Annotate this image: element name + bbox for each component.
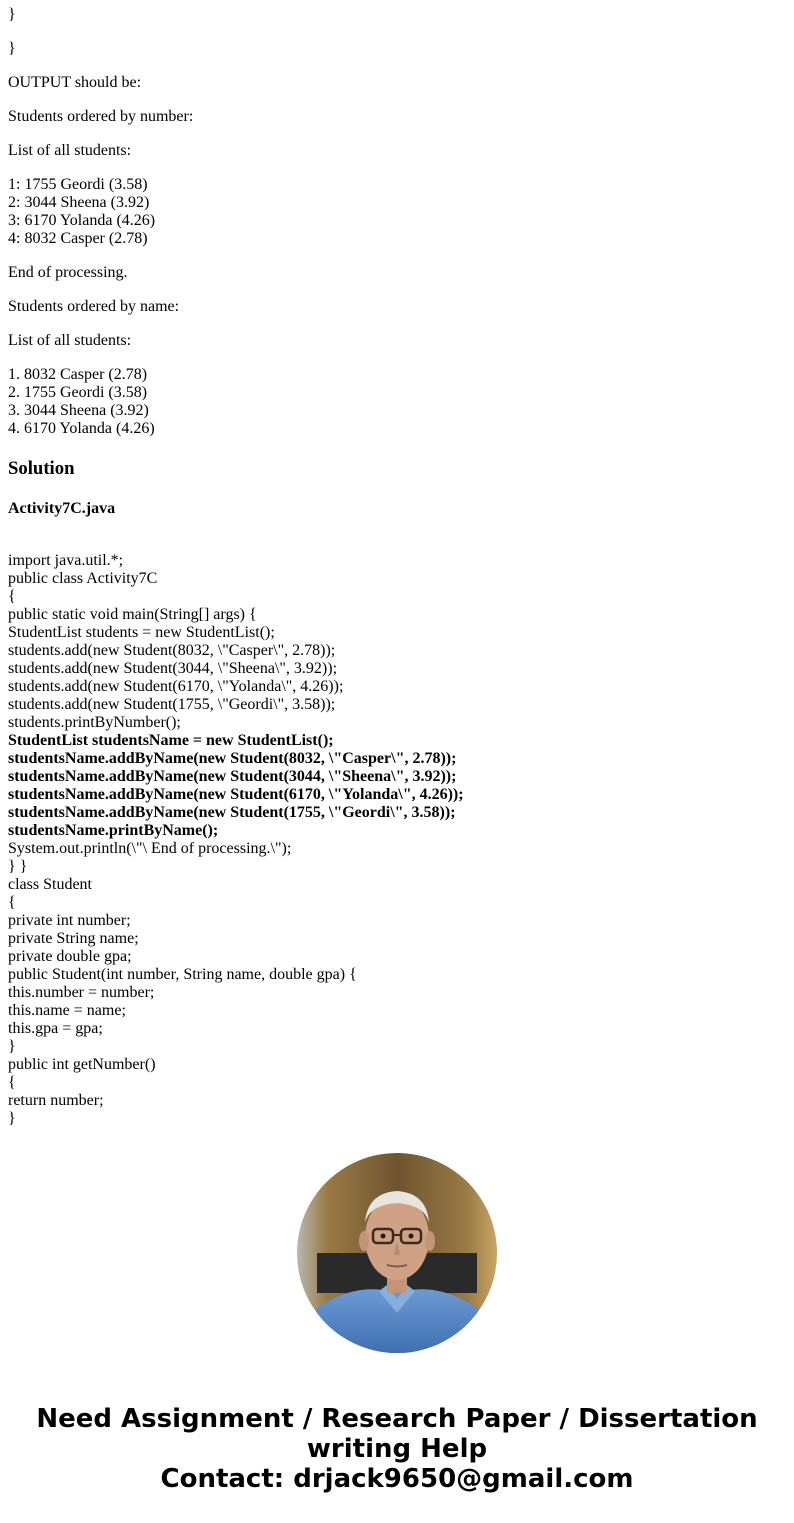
brace-line: } bbox=[8, 40, 16, 57]
code-block bbox=[8, 552, 786, 1128]
avatar bbox=[297, 1153, 497, 1353]
by-name-title: Students ordered by name: bbox=[8, 298, 180, 315]
end-text: End of processing. bbox=[8, 264, 128, 281]
code-line: students.add(new Student(1755, \"Geordi\", 3.58)); bbox=[8, 696, 336, 713]
code-line: studentsName.addByName(new Student(3044, \"Sheena\", 3.92)); bbox=[8, 768, 457, 785]
code-line: return number; bbox=[8, 1092, 104, 1109]
code-line: studentsName.addByName(new Student(8032, \"Casper\", 2.78)); bbox=[8, 750, 457, 767]
code-line: this.name = name; bbox=[8, 1002, 126, 1019]
file-name-heading: Activity7C.java bbox=[8, 500, 116, 517]
code-line: System.out.println(\"\ End of processing.\"); bbox=[8, 840, 292, 857]
by-number-title: Students ordered by number: bbox=[8, 108, 194, 125]
by-name-list-label: List of all students: bbox=[8, 332, 132, 349]
output-heading: OUTPUT should be: bbox=[8, 74, 142, 91]
promo-line-1: Need Assignment / Research Paper / Dissertation bbox=[36, 1404, 758, 1434]
code-line: public class Activity7C bbox=[8, 570, 158, 587]
closing-braces bbox=[8, 6, 786, 24]
closing-braces-2 bbox=[8, 40, 786, 58]
code-line: import java.util.*; bbox=[8, 552, 124, 569]
list-item: 1: 1755 Geordi (3.58) bbox=[8, 176, 148, 193]
code-line: studentsName.addByName(new Student(1755, \"Geordi\", 3.58)); bbox=[8, 804, 456, 821]
by-number-list-label: List of all students: bbox=[8, 142, 132, 159]
code-line: public Student(int number, String name, double gpa) { bbox=[8, 966, 357, 983]
promo-banner bbox=[0, 1404, 794, 1494]
list-item: 3: 6170 Yolanda (4.26) bbox=[8, 212, 156, 229]
code-line: private int number; bbox=[8, 912, 131, 929]
list-item: 4. 6170 Yolanda (4.26) bbox=[8, 420, 155, 437]
list-item: 1. 8032 Casper (2.78) bbox=[8, 366, 148, 383]
list-item: 3. 3044 Sheena (3.92) bbox=[8, 402, 149, 419]
code-line: } } bbox=[8, 858, 28, 875]
code-line: students.add(new Student(3044, \"Sheena\", 3.92)); bbox=[8, 660, 338, 677]
code-line: private double gpa; bbox=[8, 948, 132, 965]
code-line: { bbox=[8, 1074, 16, 1091]
list-item: 4: 8032 Casper (2.78) bbox=[8, 230, 148, 247]
code-line: { bbox=[8, 588, 16, 605]
brace-line: } bbox=[8, 6, 16, 23]
code-line: } bbox=[8, 1110, 16, 1127]
code-line: { bbox=[8, 894, 16, 911]
code-line: students.printByNumber(); bbox=[8, 714, 181, 731]
code-line: students.add(new Student(6170, \"Yolanda\", 4.26)); bbox=[8, 678, 344, 695]
code-line: this.gpa = gpa; bbox=[8, 1020, 103, 1037]
code-line: } bbox=[8, 1038, 16, 1055]
promo-contact: Contact: drjack9650@gmail.com bbox=[160, 1464, 634, 1494]
code-line: this.number = number; bbox=[8, 984, 155, 1001]
person-photo-icon bbox=[297, 1153, 497, 1353]
by-number-list bbox=[8, 176, 786, 248]
by-name-list bbox=[8, 366, 786, 438]
list-item: 2. 1755 Geordi (3.58) bbox=[8, 384, 148, 401]
code-line: students.add(new Student(8032, \"Casper\", 2.78)); bbox=[8, 642, 336, 659]
solution-heading: Solution bbox=[8, 458, 75, 479]
code-line: public int getNumber() bbox=[8, 1056, 156, 1073]
code-line: private String name; bbox=[8, 930, 139, 947]
list-item: 2: 3044 Sheena (3.92) bbox=[8, 194, 150, 211]
code-line: studentsName.printByName(); bbox=[8, 822, 219, 839]
code-line: studentsName.addByName(new Student(6170, \"Yolanda\", 4.26)); bbox=[8, 786, 464, 803]
code-line: class Student bbox=[8, 876, 92, 893]
code-line: public static void main(String[] args) { bbox=[8, 606, 257, 623]
promo-line-2: writing Help bbox=[306, 1434, 488, 1464]
document-body bbox=[8, 6, 786, 1128]
code-line: StudentList students = new StudentList(); bbox=[8, 624, 275, 641]
code-line: StudentList studentsName = new StudentList(); bbox=[8, 732, 334, 749]
